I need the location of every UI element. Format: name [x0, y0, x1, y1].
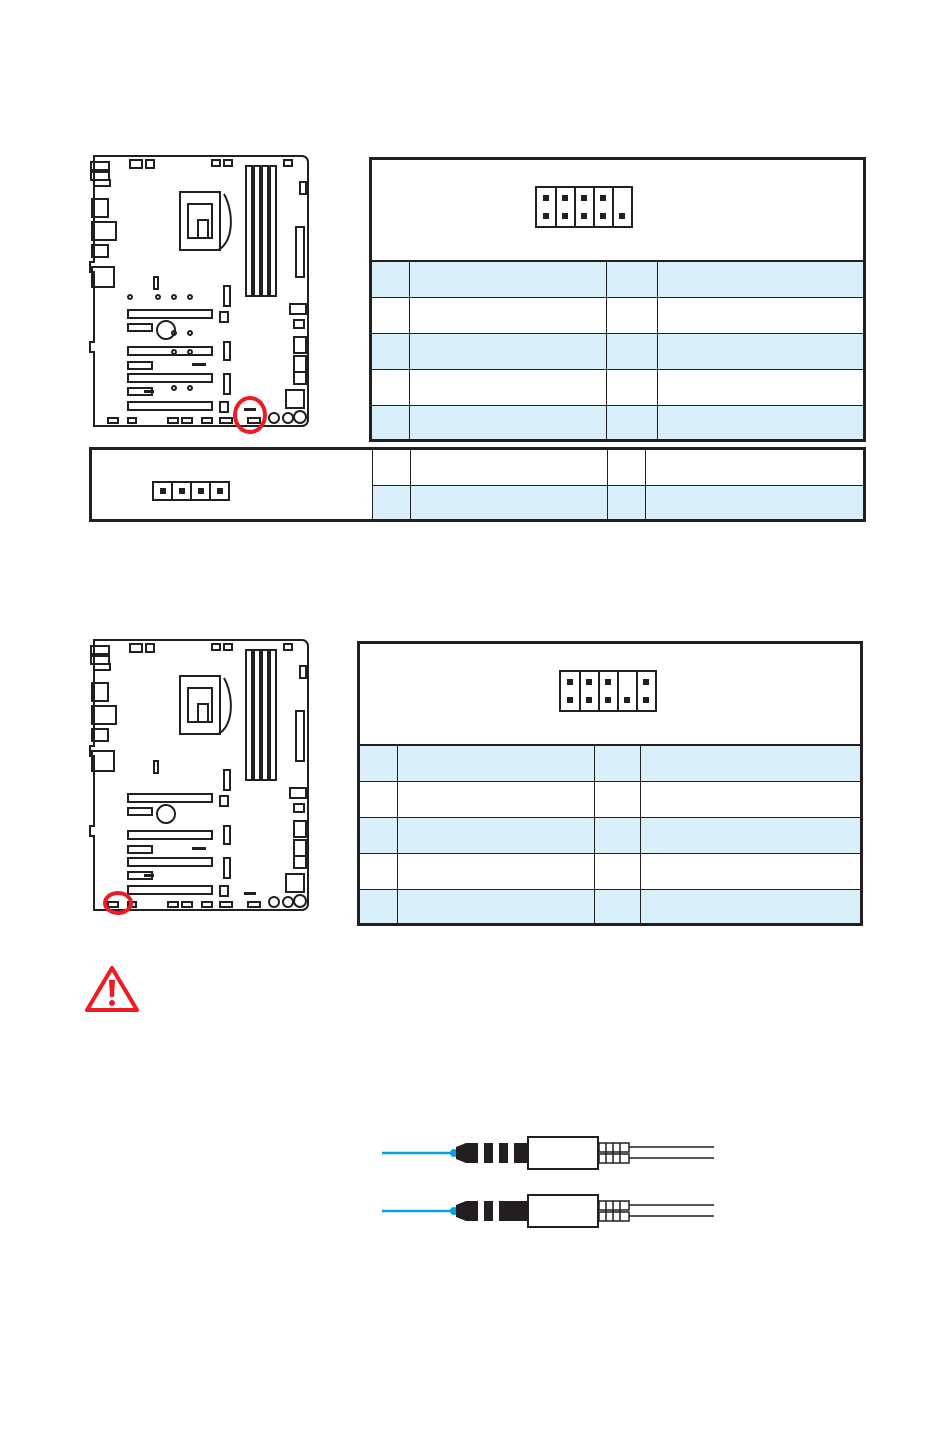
signal-cell — [397, 746, 594, 781]
signal-cell — [397, 890, 594, 923]
signal-cell — [657, 370, 863, 405]
connector-4pin-icon — [152, 481, 232, 503]
signal-cell — [645, 486, 863, 519]
signal-cell — [409, 298, 606, 333]
table-row — [360, 817, 860, 853]
pin-cell — [594, 782, 640, 817]
signal-cell — [409, 262, 606, 297]
audio-plug-3pole-icon — [380, 1192, 720, 1232]
signal-cell — [409, 334, 606, 369]
pin-cell — [360, 746, 397, 781]
table-row — [360, 853, 860, 889]
audio-plug-4pole-icon — [380, 1134, 720, 1174]
pin-cell — [594, 854, 640, 889]
pin-cell — [360, 890, 397, 923]
highlight-circle — [102, 890, 142, 916]
signal-cell — [410, 486, 607, 519]
pin-cell — [607, 486, 645, 519]
pin-cell — [372, 262, 409, 297]
signal-cell — [397, 818, 594, 853]
connector-10pin-icon — [559, 670, 659, 712]
signal-cell — [640, 854, 860, 889]
signal-cell — [640, 818, 860, 853]
pin-table-header — [372, 160, 863, 262]
table-row — [360, 781, 860, 817]
connector-cell — [92, 450, 373, 519]
pin-cell — [606, 406, 657, 439]
signal-cell — [657, 262, 863, 297]
signal-cell — [410, 450, 607, 485]
table-row — [372, 333, 863, 369]
pin-table-2 — [357, 641, 863, 926]
warning-triangle-icon — [84, 964, 140, 1014]
table-row — [372, 261, 863, 297]
pin-table-1 — [369, 157, 866, 442]
table-row — [373, 485, 863, 519]
signal-cell — [645, 450, 863, 485]
signal-cell — [657, 334, 863, 369]
highlight-circle — [233, 396, 273, 436]
table-row — [360, 745, 860, 781]
signal-cell — [409, 370, 606, 405]
signal-cell — [657, 298, 863, 333]
table-row — [372, 369, 863, 405]
motherboard-diagram-1 — [88, 152, 318, 437]
table-row — [360, 889, 860, 923]
table-row — [372, 405, 863, 439]
pin-cell — [360, 818, 397, 853]
pin-cell — [373, 486, 410, 519]
pin-cell — [372, 406, 409, 439]
pin-cell — [606, 262, 657, 297]
pin-table-header — [360, 644, 860, 746]
connector-10pin-icon — [535, 186, 635, 228]
table-row — [372, 297, 863, 333]
pin-cell — [373, 450, 410, 485]
pin-table-small — [89, 447, 866, 522]
pin-cell — [606, 298, 657, 333]
signal-cell — [640, 782, 860, 817]
pin-cell — [372, 370, 409, 405]
pin-cell — [594, 890, 640, 923]
pin-cell — [360, 854, 397, 889]
pin-cell — [606, 334, 657, 369]
pin-cell — [372, 298, 409, 333]
signal-cell — [397, 854, 594, 889]
motherboard-diagram-2 — [88, 636, 318, 921]
signal-cell — [397, 782, 594, 817]
pin-cell — [594, 818, 640, 853]
pin-cell — [594, 746, 640, 781]
signal-cell — [640, 890, 860, 923]
pin-cell — [360, 782, 397, 817]
pin-cell — [372, 334, 409, 369]
signal-cell — [640, 746, 860, 781]
signal-cell — [409, 406, 606, 439]
pin-cell — [606, 370, 657, 405]
signal-cell — [657, 406, 863, 439]
table-row — [373, 450, 863, 485]
pin-cell — [607, 450, 645, 485]
